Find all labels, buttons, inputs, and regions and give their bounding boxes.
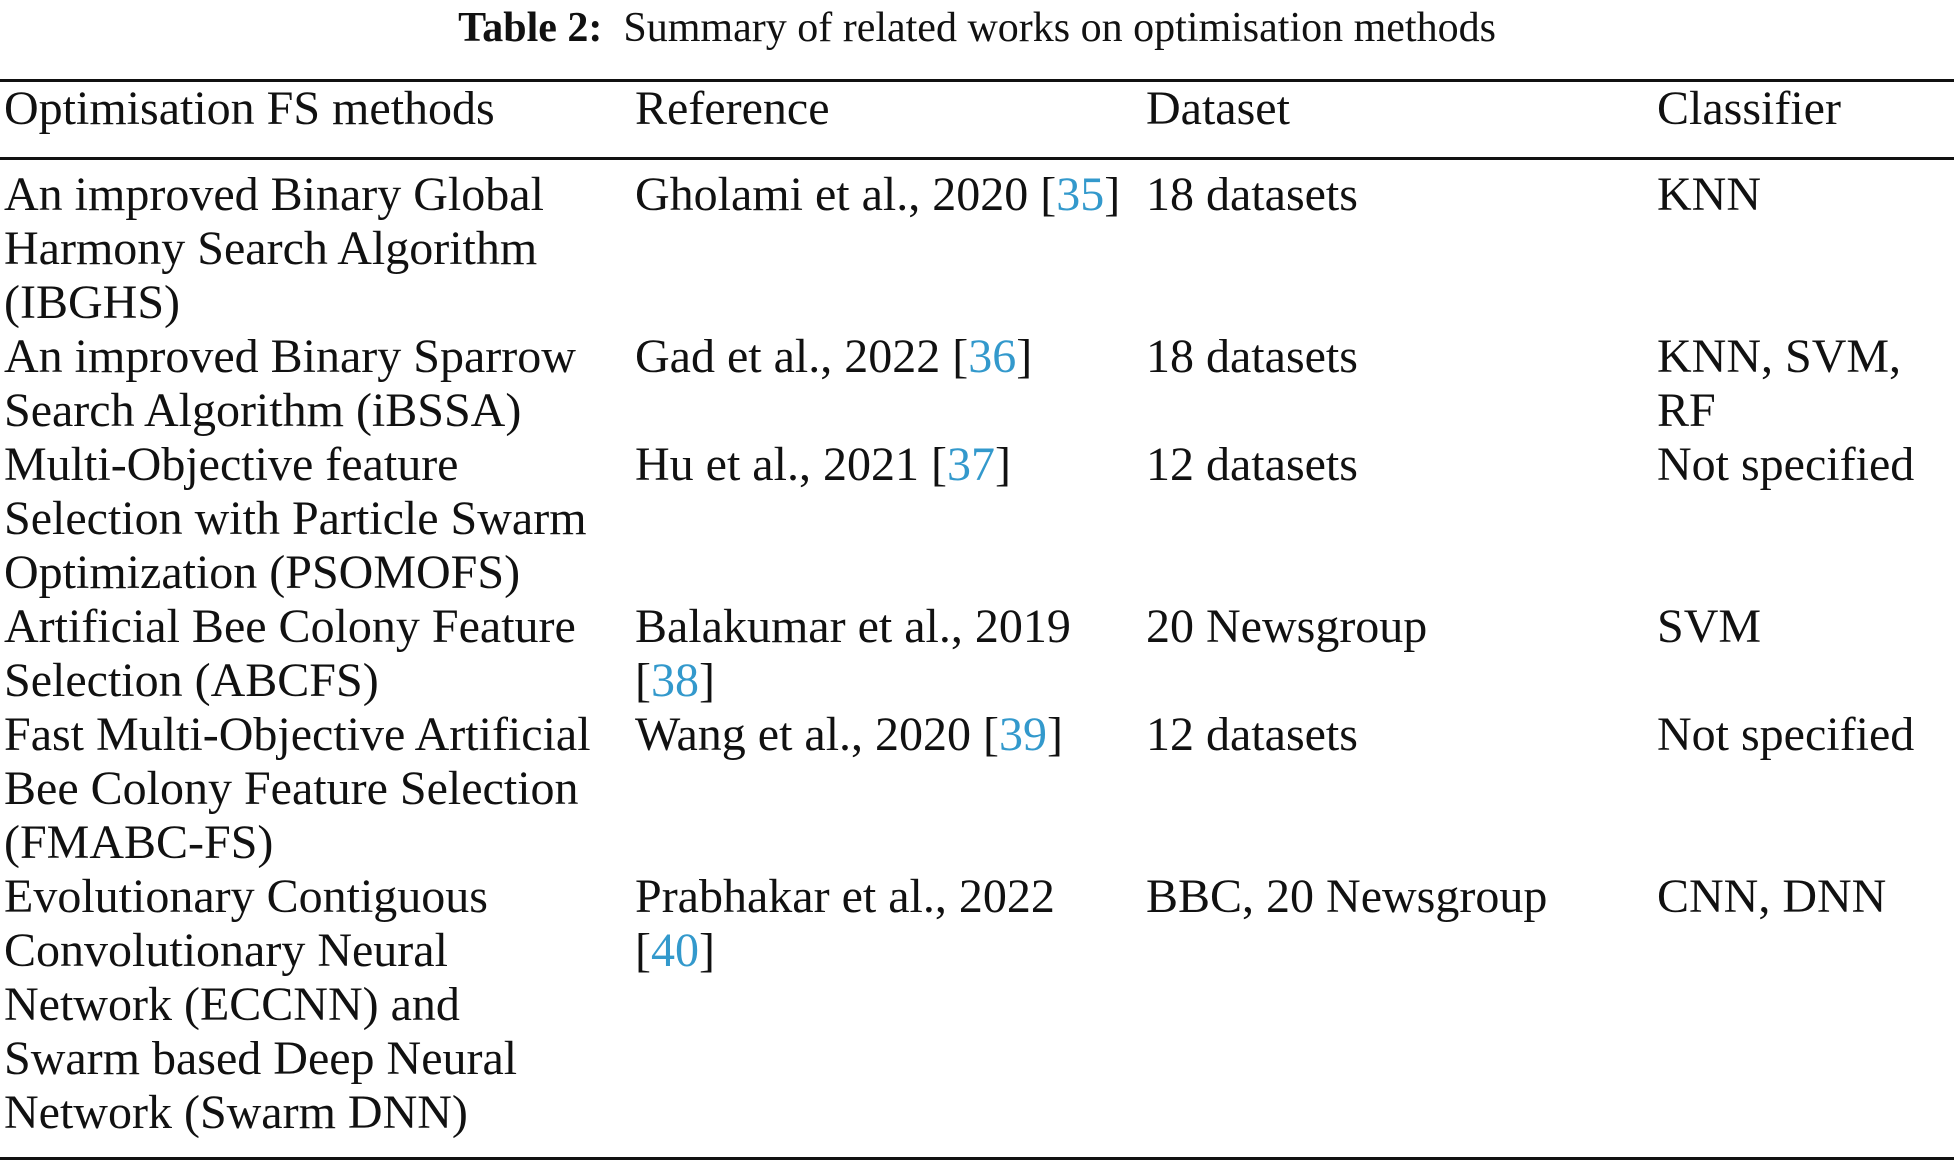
citation xyxy=(635,924,715,977)
citation-link[interactable]: 36 xyxy=(968,330,1017,383)
method-line: Artificial Bee Colony Feature xyxy=(4,600,576,653)
cell-method xyxy=(0,870,635,1154)
method-line: Bee Colony Feature Selection xyxy=(4,762,579,815)
cell-classifier xyxy=(1657,708,1954,870)
method-line: Selection (ABCFS) xyxy=(4,654,379,707)
reference-line xyxy=(635,870,1146,924)
method-line: (FMABC-FS) xyxy=(4,816,274,869)
method-line: An improved Binary Global xyxy=(4,168,544,221)
citation xyxy=(983,708,1063,761)
dataset-line: 12 datasets xyxy=(1146,438,1358,491)
reference-text: Gad et al., 2022 xyxy=(635,330,953,383)
dataset-line: BBC, 20 Newsgroup xyxy=(1146,870,1548,923)
cell-classifier xyxy=(1657,330,1954,438)
table-body xyxy=(0,157,1954,1154)
cell-method xyxy=(0,157,635,330)
caption-text: Summary of related works on optimisation methods xyxy=(623,5,1496,51)
reference-text: Gholami et al., 2020 xyxy=(635,168,1041,221)
method-line: Fast Multi-Objective Artificial xyxy=(4,708,591,761)
dataset-line: 20 Newsgroup xyxy=(1146,600,1428,653)
method-line: Harmony Search Algorithm xyxy=(4,222,538,275)
citation-link[interactable]: 38 xyxy=(650,654,699,707)
classifier-line: KNN xyxy=(1657,168,1761,221)
reference-line xyxy=(635,438,1146,492)
cell-dataset xyxy=(1146,600,1657,708)
cell-method xyxy=(0,600,635,708)
reference-line xyxy=(635,168,1146,222)
table-row xyxy=(0,438,1954,600)
cell-reference xyxy=(635,708,1146,870)
cell-reference xyxy=(635,330,1146,438)
classifier-line: RF xyxy=(1657,384,1716,437)
dataset-line: 12 datasets xyxy=(1146,708,1358,761)
method-line: Swarm based Deep Neural xyxy=(4,1032,518,1085)
header-reference: Reference xyxy=(635,82,830,135)
citation xyxy=(952,330,1032,383)
citation xyxy=(635,654,715,707)
dataset-line: 18 datasets xyxy=(1146,168,1358,221)
citation-bracket-close: ] xyxy=(1104,168,1121,221)
citation-link[interactable]: 40 xyxy=(650,924,699,977)
citation-bracket-open: [ xyxy=(635,924,651,977)
citation-bracket-close: ] xyxy=(698,924,715,977)
reference-text: Wang et al., 2020 xyxy=(635,708,984,761)
cell-dataset xyxy=(1146,708,1657,870)
table-caption xyxy=(0,4,1954,52)
method-line: (IBGHS) xyxy=(4,276,180,329)
method-line: Search Algorithm (iBSSA) xyxy=(4,384,522,437)
citation-bracket-open: [ xyxy=(635,654,651,707)
related-works-table xyxy=(0,82,1954,1154)
citation xyxy=(1040,168,1120,221)
cell-dataset xyxy=(1146,870,1657,1154)
citation-bracket-close: ] xyxy=(1047,708,1064,761)
citation-bracket-close: ] xyxy=(698,654,715,707)
cell-dataset xyxy=(1146,157,1657,330)
table-row xyxy=(0,600,1954,708)
cell-classifier xyxy=(1657,600,1954,708)
method-line: Selection with Particle Swarm xyxy=(4,492,587,545)
citation-bracket-close: ] xyxy=(994,438,1011,491)
citation-link[interactable]: 39 xyxy=(999,708,1048,761)
dataset-line: 18 datasets xyxy=(1146,330,1358,383)
citation-bracket-open: [ xyxy=(930,438,947,491)
classifier-line: CNN, DNN xyxy=(1657,870,1887,923)
reference-line xyxy=(635,708,1146,762)
cell-dataset xyxy=(1146,330,1657,438)
method-line: Network (Swarm DNN) xyxy=(4,1086,468,1139)
method-line: Evolutionary Contiguous xyxy=(4,870,488,923)
table-row xyxy=(0,330,1954,438)
citation-link[interactable]: 35 xyxy=(1056,168,1105,221)
reference-text: Prabhakar et al., 2022 xyxy=(635,870,1055,923)
cell-reference xyxy=(635,438,1146,600)
method-line: Convolutionary Neural xyxy=(4,924,448,977)
classifier-line: Not specified xyxy=(1657,708,1915,761)
reference-text: Hu et al., 2021 xyxy=(635,438,931,491)
cell-classifier xyxy=(1657,870,1954,1154)
citation-bracket-open: [ xyxy=(1040,168,1057,221)
citation-bracket-close: ] xyxy=(1016,330,1033,383)
method-line: Optimization (PSOMOFS) xyxy=(4,546,521,599)
header-classifier: Classifier xyxy=(1657,82,1841,135)
method-line: Network (ECCNN) and xyxy=(4,978,460,1031)
bottom-rule xyxy=(0,1157,1954,1160)
cell-reference xyxy=(635,600,1146,708)
reference-text: Balakumar et al., 2019 xyxy=(635,600,1071,653)
cell-method xyxy=(0,330,635,438)
citation-bracket-open: [ xyxy=(952,330,969,383)
classifier-line: KNN, SVM, xyxy=(1657,330,1902,383)
classifier-line: Not specified xyxy=(1657,438,1915,491)
reference-line xyxy=(635,330,1146,384)
cell-method xyxy=(0,438,635,600)
method-line: Multi-Objective feature xyxy=(4,438,459,491)
reference-line xyxy=(635,924,1146,978)
cell-classifier xyxy=(1657,157,1954,330)
header-dataset: Dataset xyxy=(1146,82,1290,135)
classifier-line: SVM xyxy=(1657,600,1762,653)
cell-dataset xyxy=(1146,438,1657,600)
citation-bracket-open: [ xyxy=(983,708,1000,761)
header-row xyxy=(0,82,1954,157)
citation xyxy=(931,438,1011,491)
reference-line xyxy=(635,654,1146,708)
table-header xyxy=(0,82,1954,157)
header-method: Optimisation FS methods xyxy=(4,82,495,135)
caption-label: Table 2: xyxy=(458,5,603,51)
reference-line xyxy=(635,600,1146,654)
cell-classifier xyxy=(1657,438,1954,600)
cell-reference xyxy=(635,157,1146,330)
cell-reference xyxy=(635,870,1146,1154)
table-row xyxy=(0,870,1954,1154)
method-line: An improved Binary Sparrow xyxy=(4,330,576,383)
table-row xyxy=(0,157,1954,330)
table-row xyxy=(0,708,1954,870)
cell-method xyxy=(0,708,635,870)
citation-link[interactable]: 37 xyxy=(946,438,995,491)
